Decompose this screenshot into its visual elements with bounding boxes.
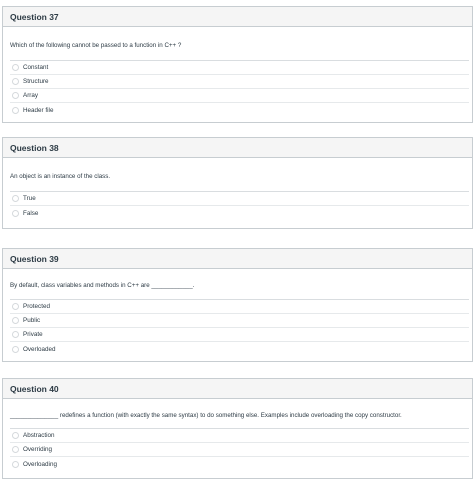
- question-header: [3, 249, 472, 269]
- answer-label: Overriding: [23, 446, 53, 453]
- radio-button-icon[interactable]: [12, 210, 19, 217]
- question-card-39: [2, 248, 473, 362]
- answer-option-array[interactable]: [10, 89, 469, 103]
- radio-button-icon[interactable]: [12, 64, 19, 71]
- answer-label: Overloaded: [23, 345, 56, 353]
- radio-button-icon[interactable]: [12, 303, 19, 310]
- question-title: Question 37: [10, 11, 59, 22]
- answer-option-false[interactable]: [10, 206, 469, 220]
- answer-option-true[interactable]: [10, 192, 469, 206]
- answer-option-protected[interactable]: [10, 300, 469, 314]
- answer-option-constant[interactable]: [10, 61, 469, 75]
- answer-label: Array: [23, 92, 39, 99]
- answer-label: Constant: [23, 64, 49, 71]
- question-header: [3, 7, 472, 27]
- answer-label: True: [23, 195, 36, 202]
- answer-option-public[interactable]: [10, 314, 469, 328]
- answer-option-private[interactable]: [10, 328, 469, 342]
- question-header: [3, 379, 472, 399]
- answer-label: Structure: [23, 78, 49, 85]
- radio-button-icon[interactable]: [12, 317, 19, 324]
- question-card-40: [2, 378, 473, 479]
- question-text: Which of the following cannot be passed to a function in C++ ?: [10, 42, 182, 49]
- answer-label: Private: [23, 331, 43, 338]
- radio-button-icon[interactable]: [12, 461, 19, 468]
- answer-option-overloaded[interactable]: [10, 342, 469, 356]
- question-text: ______________ redefines a function (with exactly the same syntax) to do something else. Examples include overloading the copy constructor.: [10, 412, 402, 419]
- answer-option-overloading[interactable]: [10, 457, 469, 471]
- answer-list: [10, 60, 469, 117]
- answer-label: Public: [23, 317, 41, 324]
- answer-option-abstraction[interactable]: [10, 429, 469, 443]
- question-text: An object is an instance of the class.: [10, 173, 111, 180]
- radio-button-icon[interactable]: [12, 346, 19, 353]
- radio-button-icon[interactable]: [12, 107, 19, 114]
- answer-option-structure[interactable]: [10, 75, 469, 89]
- question-header: [3, 138, 472, 158]
- answer-option-header-file[interactable]: [10, 103, 469, 117]
- answer-list: [10, 428, 469, 471]
- answer-label: Header file: [23, 106, 54, 114]
- question-title: Question 38: [10, 142, 59, 153]
- radio-button-icon[interactable]: [12, 78, 19, 85]
- answer-option-overriding[interactable]: [10, 443, 469, 457]
- radio-button-icon[interactable]: [12, 331, 19, 338]
- answer-label: Abstraction: [23, 432, 55, 439]
- question-title: Question 39: [10, 253, 59, 264]
- radio-button-icon[interactable]: [12, 195, 19, 202]
- answer-label: Overloading: [23, 460, 57, 468]
- radio-button-icon[interactable]: [12, 92, 19, 99]
- question-title: Question 40: [10, 383, 59, 394]
- answer-list: [10, 191, 469, 220]
- radio-button-icon[interactable]: [12, 432, 19, 439]
- answer-list: [10, 299, 469, 356]
- answer-label: Protected: [23, 303, 50, 310]
- question-text: By default, class variables and methods in C++ are ____________.: [10, 282, 195, 289]
- answer-label: False: [23, 209, 39, 217]
- question-card-37: [2, 6, 473, 123]
- radio-button-icon[interactable]: [12, 446, 19, 453]
- question-card-38: [2, 137, 473, 229]
